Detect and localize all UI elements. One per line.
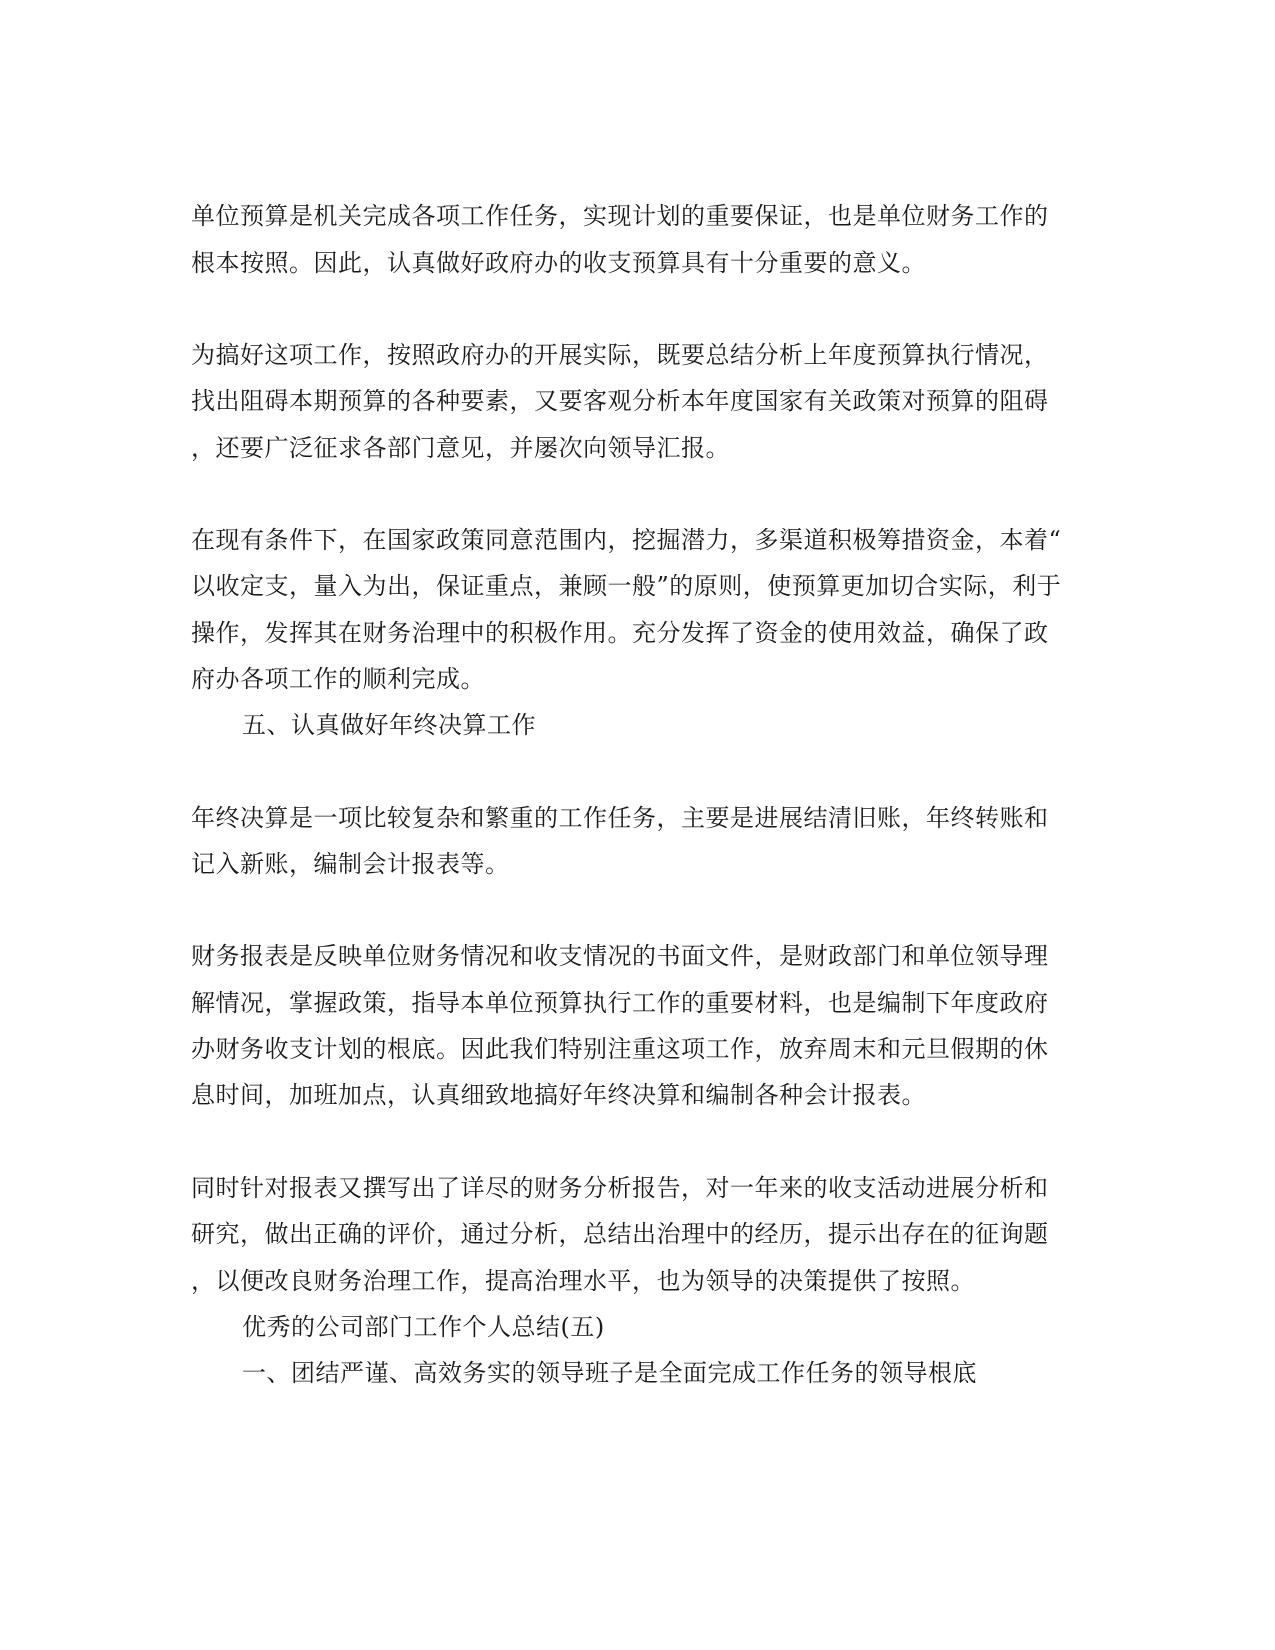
paragraph-line: 解情况，掌握政策，指导本单位预算执行工作的重要材料，也是编制下年度政府 <box>191 989 1049 1017</box>
section-heading: 五、认真做好年终决算工作 <box>242 711 536 739</box>
paragraph-line: 年终决算是一项比较复杂和繁重的工作任务，主要是进展结清旧账，年终转账和 <box>191 804 1049 832</box>
paragraph-line: 同时针对报表又撰写出了详尽的财务分析报告，对一年来的收支活动进展分析和 <box>191 1174 1049 1202</box>
paragraph-line: 府办各项工作的顺利完成。 <box>191 665 485 693</box>
paragraph-line: 单位预算是机关完成各项工作任务，实现计划的重要保证，也是单位财务工作的 <box>191 202 1049 230</box>
paragraph-line: 找出阻碍本期预算的各种要素，又要客观分析本年度国家有关政策对预算的阻碍 <box>191 387 1049 415</box>
paragraph-line: ，还要广泛征求各部门意见，并屡次向领导汇报。 <box>191 434 730 462</box>
paragraph-line: 操作，发挥其在财务治理中的积极作用。充分发挥了资金的使用效益，确保了政 <box>191 619 1049 647</box>
paragraph-line: 以收定支，量入为出，保证重点，兼顾一般”的原则，使预算更加切合实际，利于 <box>191 572 1062 600</box>
paragraph-line: 息时间，加班加点，认真细致地搞好年终决算和编制各种会计报表。 <box>191 1081 926 1109</box>
paragraph-line: ，以便改良财务治理工作，提高治理水平，也为领导的决策提供了按照。 <box>191 1267 975 1295</box>
paragraph-line: 根本按照。因此，认真做好政府办的收支预算具有十分重要的意义。 <box>191 249 926 277</box>
paragraph-line: 为搞好这项工作，按照政府办的开展实际，既要总结分析上年度预算执行情况， <box>191 341 1049 369</box>
paragraph-line: 记入新账，编制会计报表等。 <box>191 850 510 878</box>
paragraph-line: 办财务收支计划的根底。因此我们特别注重这项工作，放弃周末和元旦假期的休 <box>191 1035 1049 1063</box>
paragraph-line: 研究，做出正确的评价，通过分析，总结出治理中的经历，提示出存在的征询题 <box>191 1220 1049 1248</box>
paragraph-line: 在现有条件下，在国家政策同意范围内，挖掘潜力，多渠道积极筹措资金，本着“ <box>191 526 1062 554</box>
paragraph-line: 财务报表是反映单位财务情况和收支情况的书面文件，是财政部门和单位领导理 <box>191 942 1049 970</box>
section-heading: 优秀的公司部门工作个人总结(五) <box>242 1313 605 1341</box>
section-heading: 一、团结严谨、高效务实的领导班子是全面完成工作任务的领导根底 <box>242 1359 977 1387</box>
